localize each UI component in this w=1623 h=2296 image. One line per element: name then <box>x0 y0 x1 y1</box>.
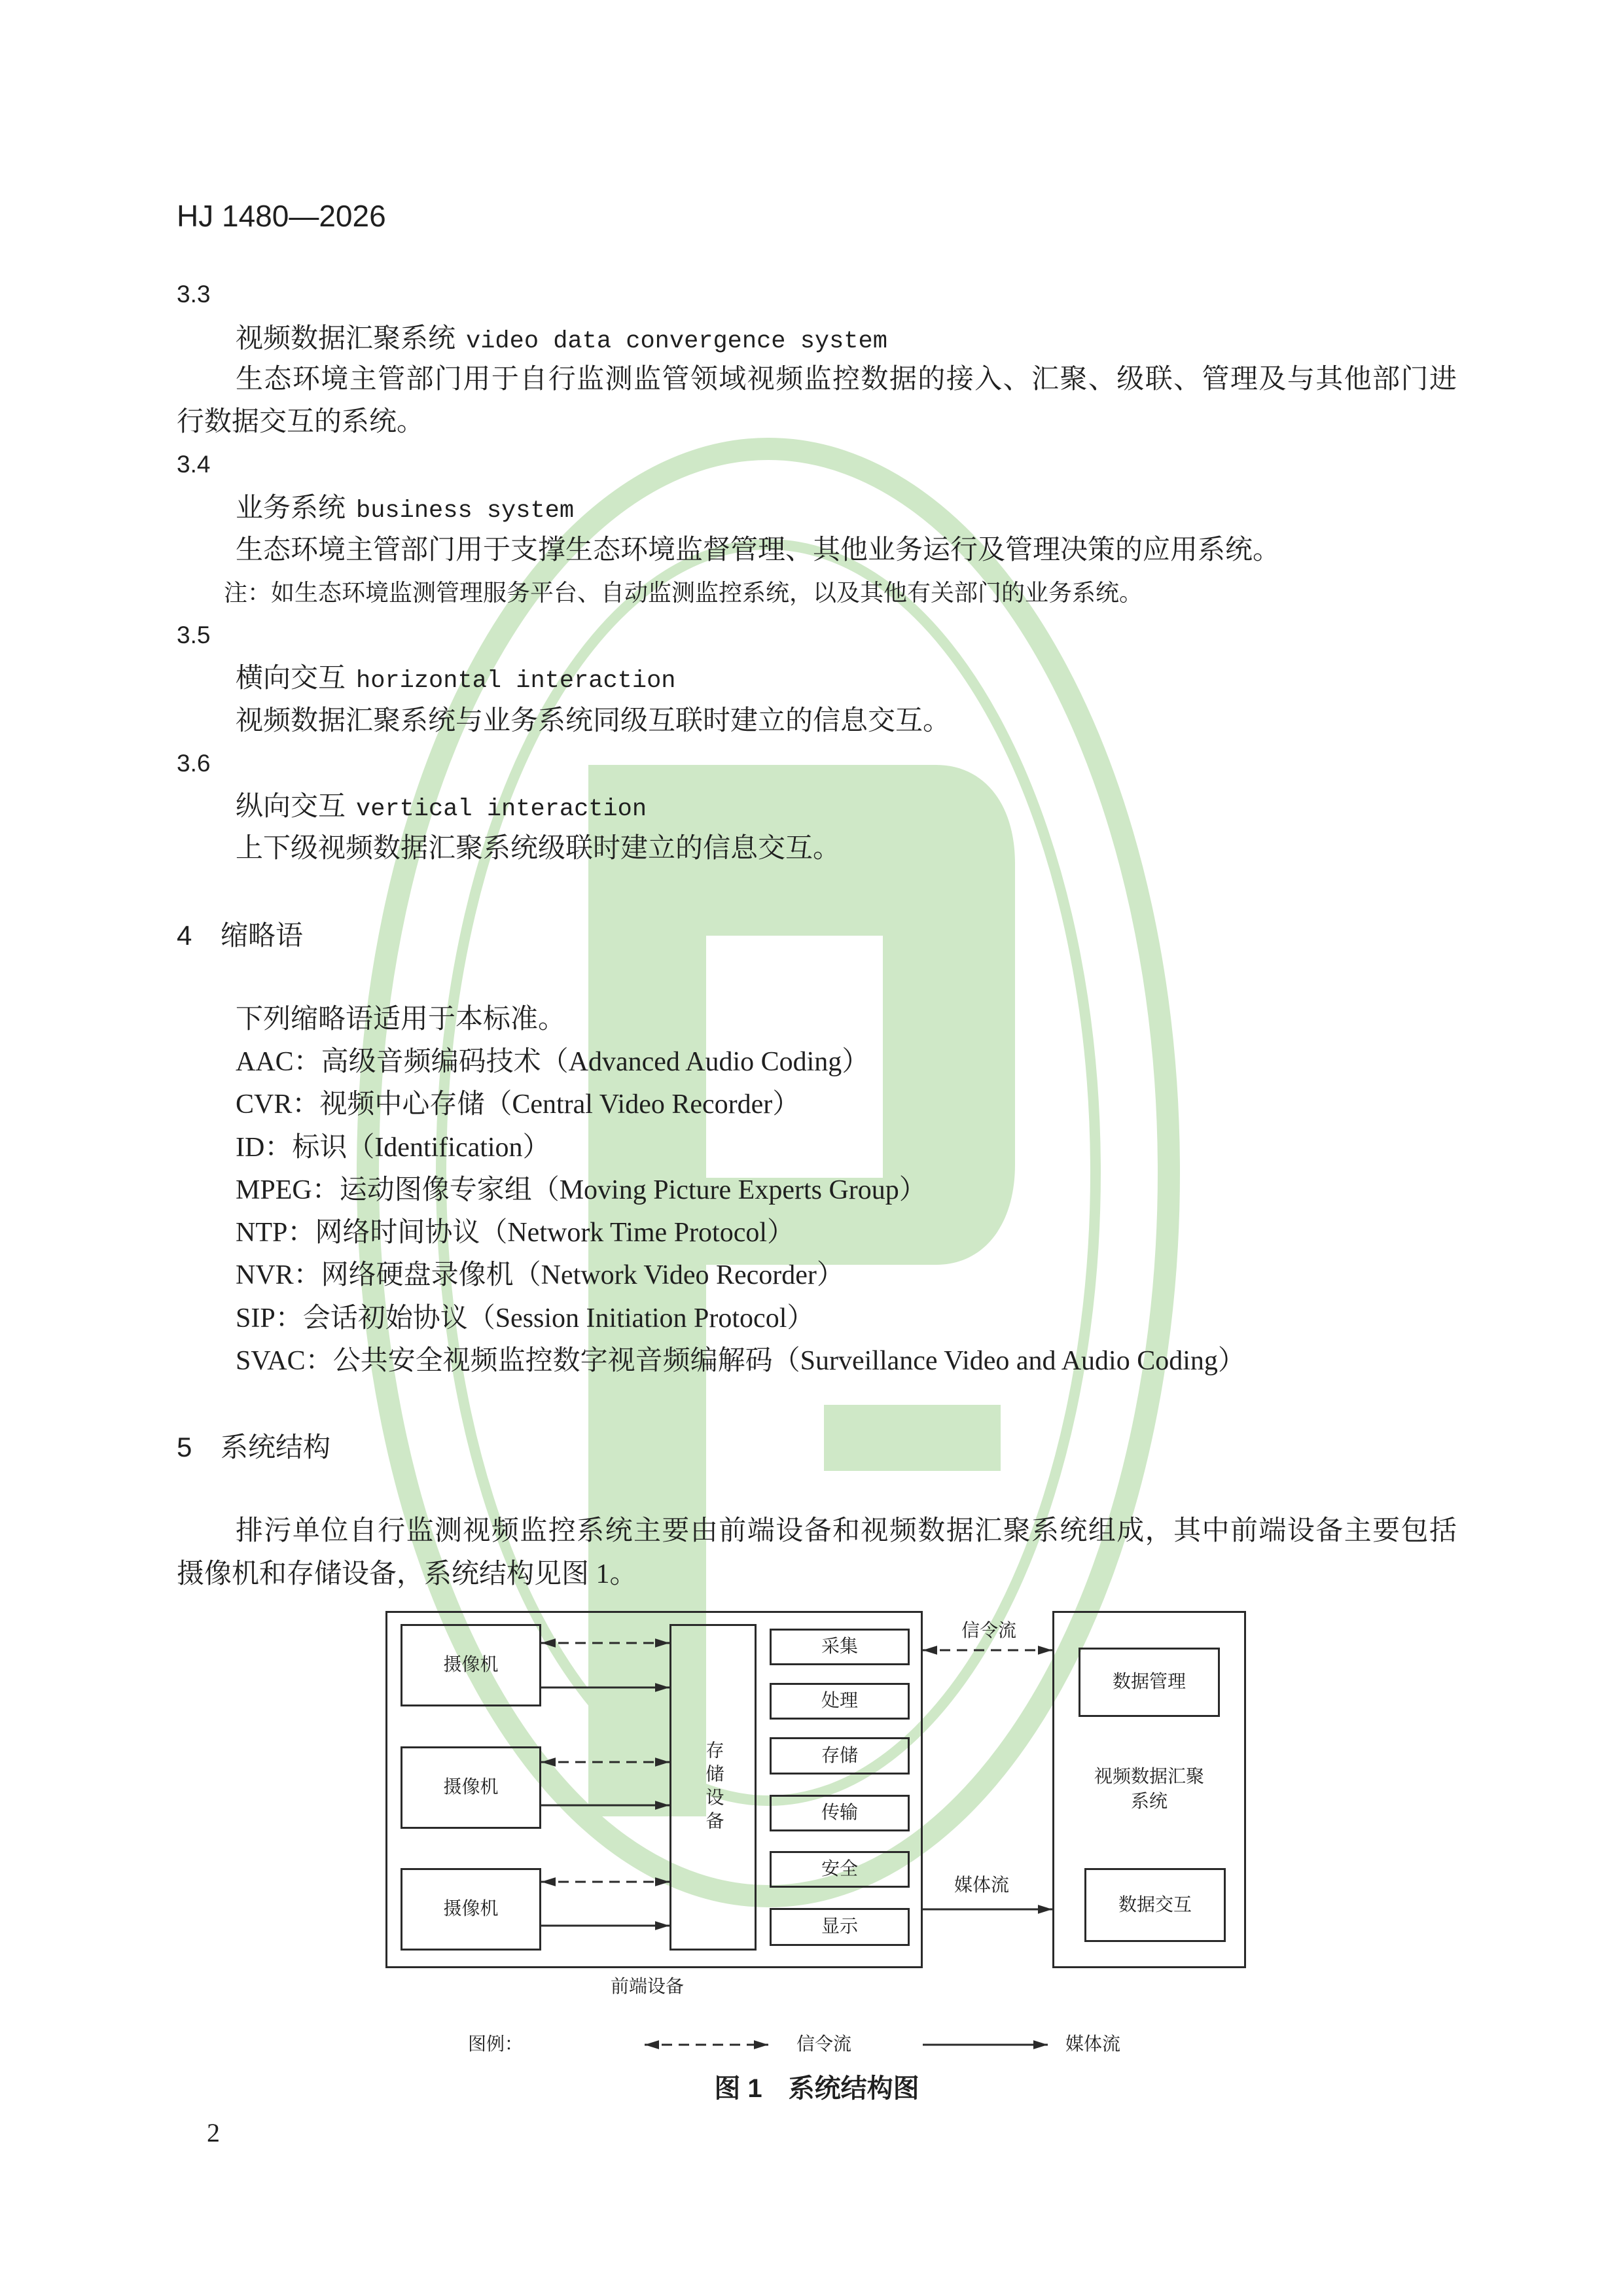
section-title: 系统结构 <box>221 1432 331 1462</box>
section-heading <box>177 1428 700 1467</box>
convergence-system-title-line: 系统 <box>1130 1792 1168 1812</box>
camera-label: 摄像机 <box>443 1777 499 1797</box>
function-box <box>770 1795 910 1831</box>
watermark-bar <box>824 1405 1001 1471</box>
figure-caption: 图 1 系统结构图 <box>714 2074 919 2103</box>
abbreviation-item: NVR：网络硬盘录像机（Network Video Recorder） <box>236 1260 844 1290</box>
term-name-cn: 视频数据汇聚系统 <box>236 323 456 353</box>
function-label: 显示 <box>821 1916 858 1937</box>
term-note: 注：如生态环境监测管理服务平台、自动监测监控系统，以及其他有关部门的业务系统。 <box>224 580 1143 606</box>
section-paragraph: 排污单位自行监测视频监控系统主要由前端设备和视频数据汇聚系统组成，其中前端设备主要包括 <box>236 1516 1457 1546</box>
term-heading <box>236 786 1457 826</box>
document-code: HJ 1480—2026 <box>177 199 386 233</box>
section-intro: 下列缩略语适用于本标准。 <box>236 1004 566 1034</box>
section-paragraph: 摄像机和存储设备，系统结构见图 1。 <box>177 1559 637 1589</box>
storage-device-box <box>669 1624 757 1951</box>
signal-flow-label: 信令流 <box>961 1621 1016 1641</box>
camera-box <box>401 1746 541 1829</box>
abbreviation-item: ID：标识（Identification） <box>236 1133 550 1163</box>
function-box <box>770 1908 910 1946</box>
data-exchange-label: 数据交互 <box>1118 1894 1192 1915</box>
clause-number: 3.5 <box>177 622 211 648</box>
media-flow-label: 媒体流 <box>954 1875 1009 1896</box>
page-number: 2 <box>207 2118 220 2147</box>
function-label: 处理 <box>821 1691 858 1711</box>
term-definition: 生态环境主管部门用于支撑生态环境监督管理、其他业务运行及管理决策的应用系统。 <box>236 535 1281 565</box>
term-name-en: business system <box>356 497 575 525</box>
function-box <box>770 1851 910 1888</box>
abbreviation-item: MPEG：运动图像专家组（Moving Picture Experts Group） <box>236 1175 927 1205</box>
function-label: 传输 <box>821 1803 858 1823</box>
section-number: 5 <box>177 1432 192 1462</box>
function-label: 存储 <box>821 1745 858 1766</box>
function-box <box>770 1629 910 1665</box>
function-box <box>770 1737 910 1775</box>
term-heading <box>236 658 1457 698</box>
abbreviation-item: SIP：会话初始协议（Session Initiation Protocol） <box>236 1303 815 1333</box>
term-name-en: horizontal interaction <box>356 667 676 695</box>
function-box <box>770 1683 910 1720</box>
convergence-system-title <box>1052 1765 1246 1814</box>
term-definition: 上下级视频数据汇聚系统级联时建立的信息交互。 <box>236 834 841 864</box>
camera-box <box>401 1868 541 1951</box>
section-number: 4 <box>177 920 192 951</box>
function-label: 安全 <box>821 1859 858 1879</box>
clause-number: 3.6 <box>177 750 211 777</box>
clause-number: 3.4 <box>177 451 211 478</box>
abbreviation-item: AAC：高级音频编码技术（Advanced Audio Coding） <box>236 1047 870 1077</box>
term-name-cn: 纵向交互 <box>236 790 346 821</box>
legend-signal-label: 信令流 <box>796 2034 851 2055</box>
section-heading <box>177 916 700 955</box>
camera-box <box>401 1624 541 1706</box>
term-name-en: video data convergence system <box>466 328 887 355</box>
data-management-label: 数据管理 <box>1112 1672 1186 1692</box>
term-heading <box>236 319 1457 358</box>
camera-label: 摄像机 <box>443 1899 499 1919</box>
clause-number: 3.3 <box>177 281 211 308</box>
abbreviation-item: SVAC：公共安全视频监控数字视音频编解码（Surveillance Video and Audio Coding） <box>236 1346 1245 1376</box>
storage-device-label: 存储设备 <box>703 1740 724 1835</box>
term-definition: 行数据交互的系统。 <box>177 407 425 437</box>
front-end-equipment-label: 前端设备 <box>610 1977 684 1997</box>
term-definition: 视频数据汇聚系统与业务系统同级互联时建立的信息交互。 <box>236 706 951 736</box>
term-name-cn: 业务系统 <box>236 492 346 523</box>
data-management-box <box>1079 1648 1220 1717</box>
abbreviation-item: CVR：视频中心存储（Central Video Recorder） <box>236 1089 800 1120</box>
abbreviation-item: NTP：网络时间协议（Network Time Protocol） <box>236 1218 795 1248</box>
section-title: 缩略语 <box>221 920 304 951</box>
camera-label: 摄像机 <box>443 1655 499 1675</box>
term-name-en: vertical interaction <box>356 796 647 823</box>
legend-media-label: 媒体流 <box>1065 2034 1120 2055</box>
term-heading <box>236 488 1457 527</box>
convergence-system-title-line: 视频数据汇聚 <box>1094 1767 1204 1787</box>
legend-label: 图例： <box>467 2034 523 2055</box>
term-definition: 生态环境主管部门用于自行监测监管领域视频监控数据的接入、汇聚、级联、管理及与其他部门进 <box>236 364 1457 395</box>
data-exchange-box <box>1084 1868 1226 1942</box>
term-name-cn: 横向交互 <box>236 662 346 693</box>
function-label: 采集 <box>821 1636 858 1657</box>
